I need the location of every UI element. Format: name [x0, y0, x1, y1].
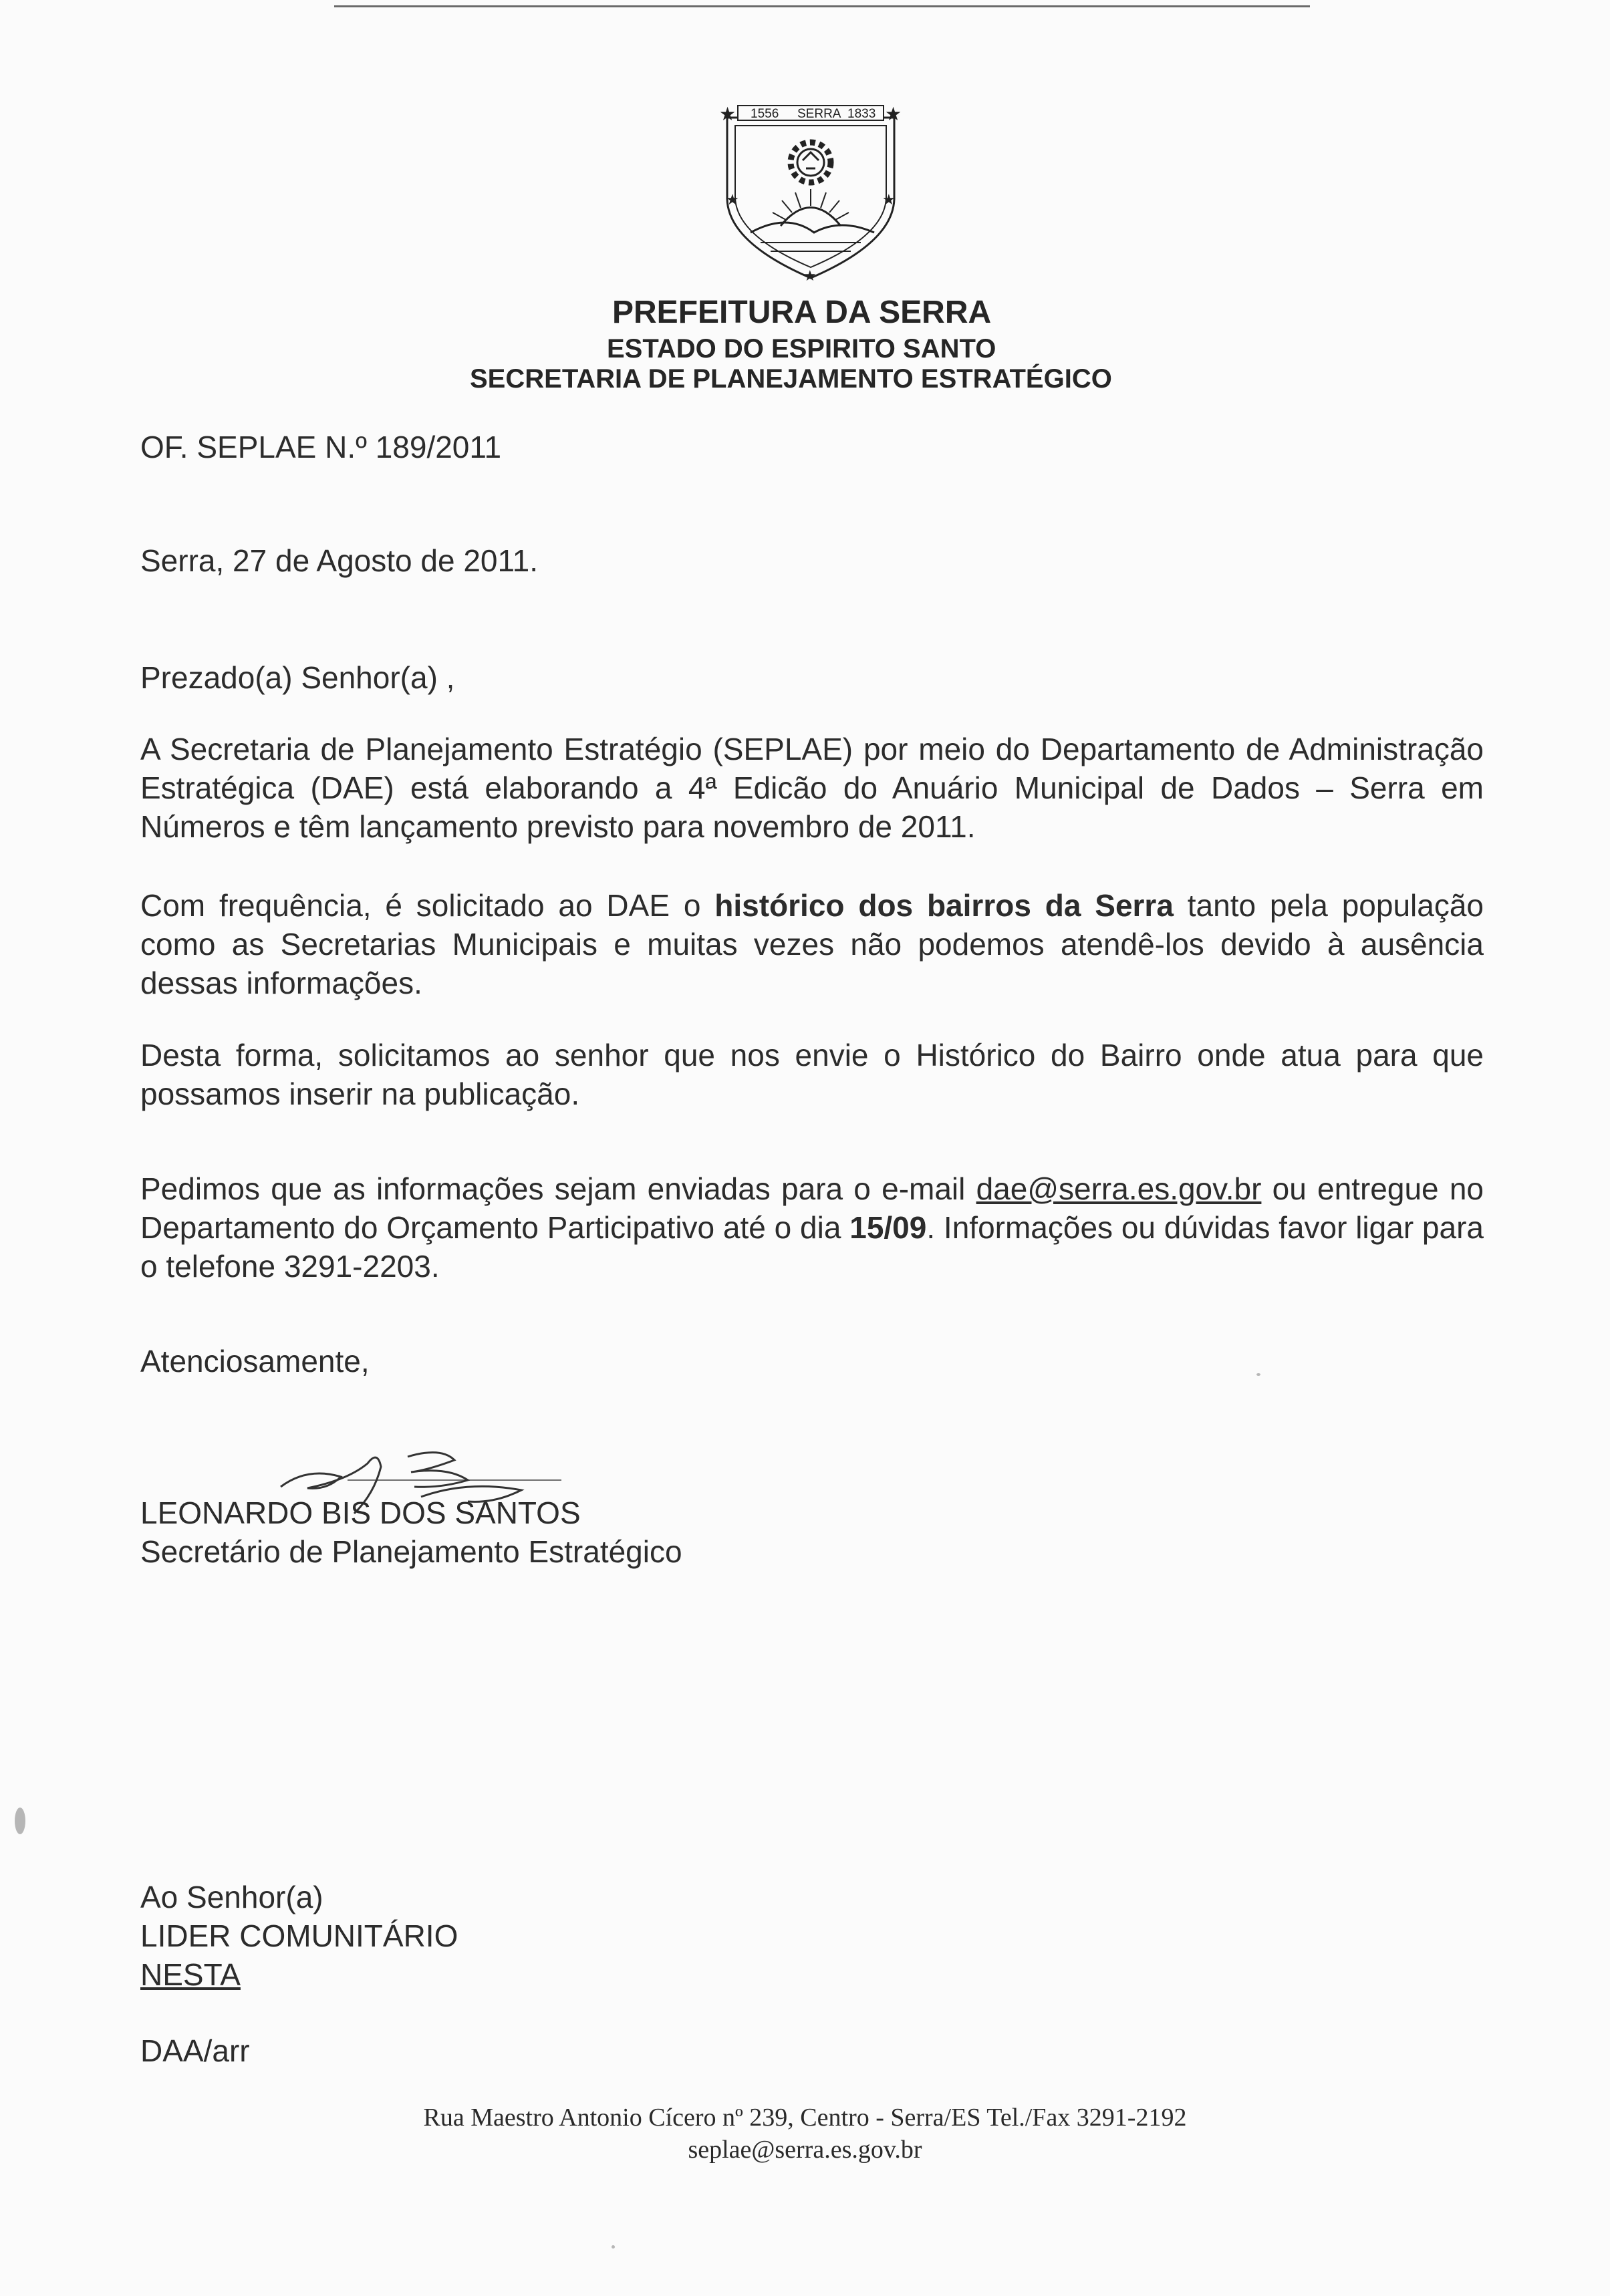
scan-speck [15, 1808, 25, 1834]
letter-reference: OF. SEPLAE N.º 189/2011 [140, 430, 502, 464]
paragraph-4-middle: ou entregue no Departamento do Orçamento Participativo até o dia [140, 1171, 1484, 1245]
recipient-line-2: LIDER COMUNITÁRIO [140, 1918, 458, 1953]
paragraph-2 [140, 886, 1484, 1002]
crest-graphic [714, 99, 908, 283]
salutation: Prezado(a) Senhor(a) , [140, 660, 455, 695]
recipient-line-1: Ao Senhor(a) [140, 1880, 323, 1914]
svg-text:★: ★ [803, 267, 817, 283]
paragraph-2-end: tanto pela população como as Secretarias Municipais e muitas vezes não podemos atendê-los devido à ausência dessas informações. [140, 888, 1484, 1000]
scan-speck [1256, 1373, 1260, 1376]
svg-text:★: ★ [719, 104, 736, 124]
top-rule [334, 5, 1310, 7]
municipal-crest [714, 99, 908, 283]
state-name: ESTADO DO ESPIRITO SANTO [607, 334, 996, 364]
recipient-line-3: NESTA [140, 1957, 241, 1992]
footer-address: Rua Maestro Antonio Cícero nº 239, Centro - Serra/ES Tel./Fax 3291-2192 [423, 2104, 1187, 2132]
crest-year-right: 1833 [847, 107, 876, 121]
paragraph-2-highlight: histórico dos bairros da Serra [714, 888, 1174, 923]
svg-text:★: ★ [882, 191, 896, 208]
scan-speck [612, 2245, 615, 2249]
footer-email: seplae@serra.es.gov.br [688, 2136, 922, 2164]
typist-initials: DAA/arr [140, 2033, 250, 2068]
department-name: SECRETARIA DE PLANEJAMENTO ESTRATÉGICO [470, 364, 1112, 394]
paragraph-3-text: Desta forma, solicitamos ao senhor que nos envie o Histórico do Bairro onde atua para que possamos inserir na publicação. [140, 1038, 1484, 1111]
paragraph-3 [140, 1036, 1484, 1113]
paragraph-4-start: Pedimos que as informações sejam enviadas para o e-mail [140, 1171, 976, 1206]
paragraph-1-text: A Secretaria de Planejamento Estratégio (SEPLAE) por meio do Departamento de Administração Estratégica (DAE) está elaborando a 4ª Edicão do Anuário Municipal de Dados – Serra em Números e têm lançamento previsto para novembro de 2011. [140, 732, 1484, 844]
signer-name: LEONARDO BIS DOS SANTOS [140, 1495, 581, 1530]
signer-title: Secretário de Planejamento Estratégico [140, 1534, 682, 1569]
deadline-date: 15/09 [849, 1210, 927, 1245]
crest-year-left: 1556 [751, 107, 779, 121]
letter-date: Serra, 27 de Agosto de 2011. [140, 543, 539, 578]
paragraph-4 [140, 1169, 1484, 1286]
paragraph-1 [140, 730, 1484, 846]
org-title: PREFEITURA DA SERRA [612, 295, 992, 330]
contact-email-link[interactable]: dae@serra.es.gov.br [976, 1171, 1262, 1206]
svg-text:★: ★ [885, 104, 902, 124]
crest-city: SERRA [797, 107, 841, 121]
paragraph-2-start: Com frequência, é solicitado ao DAE o [140, 888, 715, 923]
svg-text:★: ★ [726, 191, 739, 208]
paragraph-4-end: . Informações ou dúvidas favor ligar para o telefone 3291-2203. [140, 1210, 1484, 1284]
closing: Atenciosamente, [140, 1344, 370, 1379]
